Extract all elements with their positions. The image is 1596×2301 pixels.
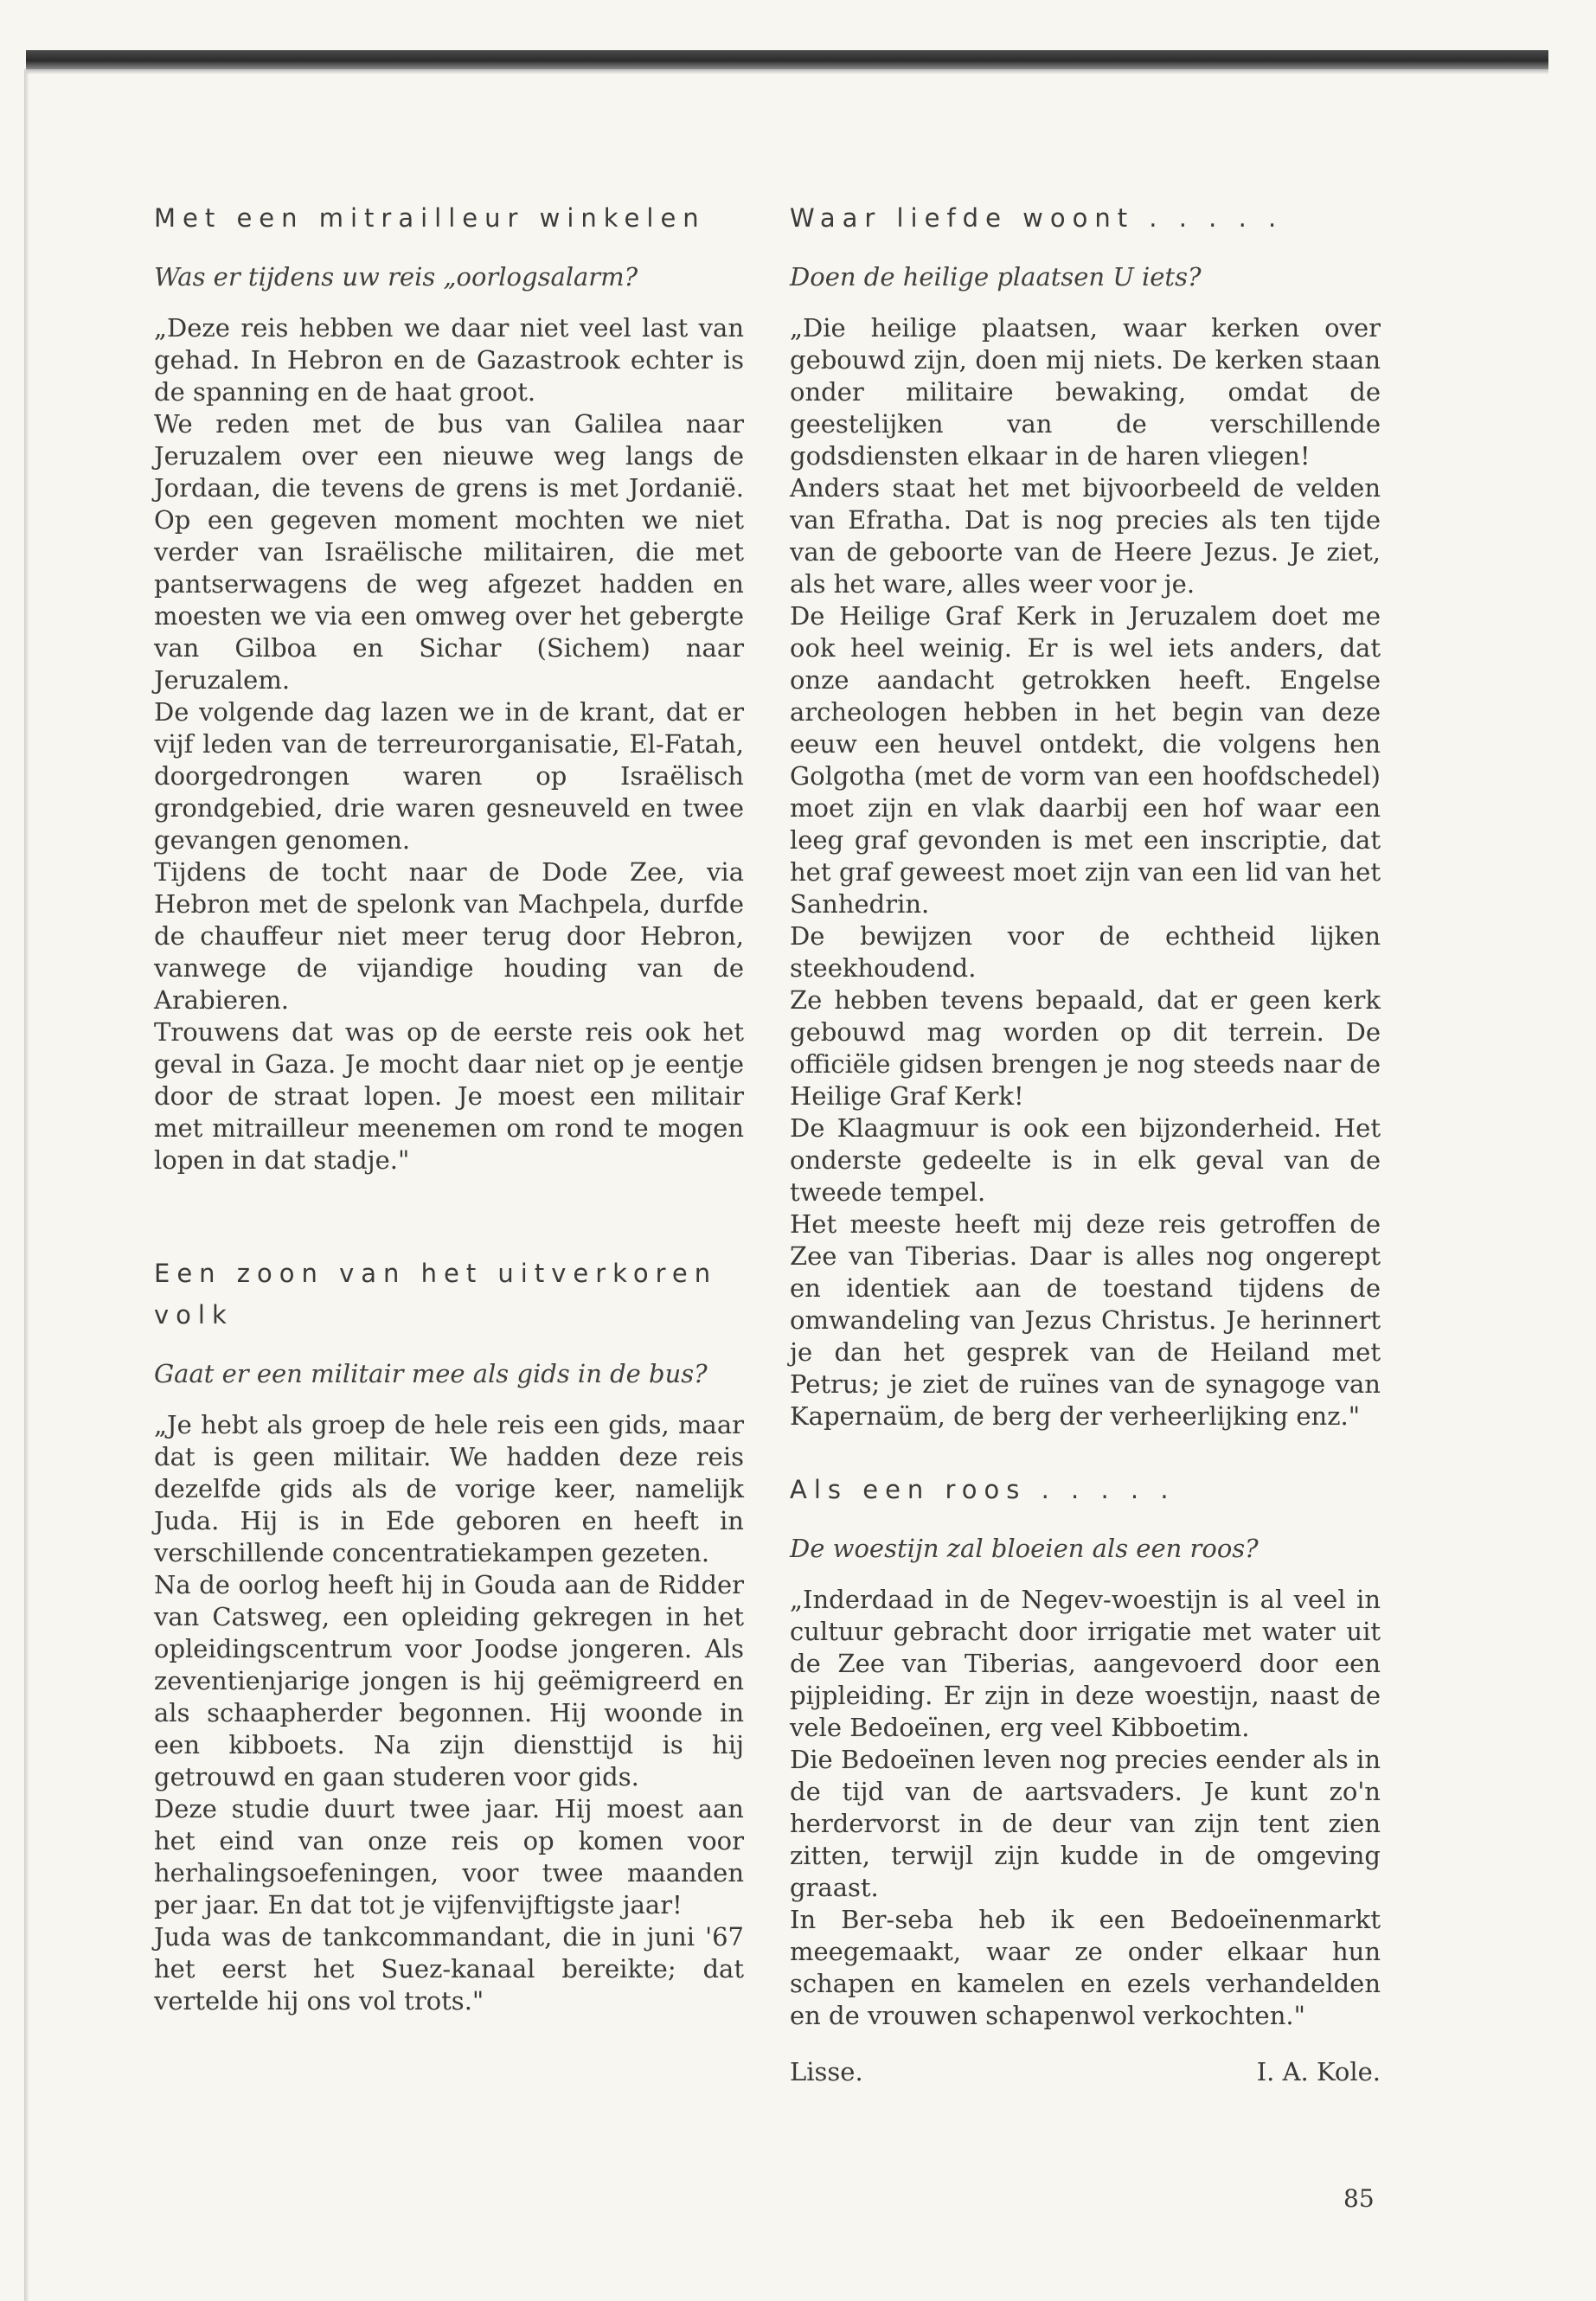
left-column (154, 197, 744, 2017)
top-rule-shadow (26, 69, 1548, 74)
paragraph: We reden met de bus van Galilea naar Jeruzalem over een nieuwe weg langs de Jordaan, die tevens de grens is met Jordanië. Op een gegeven moment mochten we niet verder van Israëlische militairen, die met pantserwagens de weg afgezet hadden en moesten we via een omweg over het gebergte van Gilboa en Sichar (Sichem) naar Jeruzalem. (154, 409, 744, 695)
question-oorlogsalarm: Was er tijdens uw reis „oorlogsalarm? (154, 262, 638, 292)
paragraph: De volgende dag lazen we in de krant, dat er vijf leden van de terreurorganisatie, El-Fatah, doorgedrongen waren op Israëlisch grondgebied, drie waren gesneuveld en twee gevangen genomen. (154, 697, 744, 855)
paragraph: Anders staat het met bijvoorbeeld de velden van Efratha. Dat is nog precies als ten tijde van de geboorte van de Heere Jezus. Je ziet, als het ware, alles weer voor je. (790, 473, 1381, 599)
paragraph: Die Bedoeïnen leven nog precies eender als in de tijd van de aartsvaders. Je kunt zo'n herdervorst in de deur van zijn tent zien zitten, terwijl zijn kudde in de omgeving graast. (790, 1745, 1381, 1902)
question-woestijn: De woestijn zal bloeien als een roos? (790, 1534, 1259, 1563)
left-edge-shadow (24, 69, 29, 2301)
page-number: 85 (1343, 2184, 1375, 2213)
heading-als-een-roos: Als een roos . . . . . (790, 1475, 1176, 1504)
paragraph: Ze hebben tevens bepaald, dat er geen kerk gebouwd mag worden op dit terrein. De officiële gidsen brengen je nog steeds naar de Heilige Graf Kerk! (790, 985, 1381, 1111)
right-column (790, 197, 1381, 2088)
paragraph: „Inderdaad in de Negev-woestijn is al veel in cultuur gebracht door irrigatie met water uit de Zee van Tiberias, aangevoerd door een pijpleiding. Er zijn in deze woestijn, naast de vele Bedoeïnen, erg veel Kibboetim. (790, 1585, 1381, 1742)
paragraph: Na de oorlog heeft hij in Gouda aan de Ridder van Catsweg, een opleiding gekregen in het opleidingscentrum voor Joodse jongeren. Als zeventienjarige jongen is hij geëmigreerd en als schaapherder begonnen. Hij woonde in een kibboets. Na zijn diensttijd is hij getrouwd en gaan studeren voor gids. (154, 1570, 744, 1791)
paragraph: Deze studie duurt twee jaar. Hij moest aan het eind van onze reis op komen voor herhalingsoefeningen, voor twee maanden per jaar. En dat tot je vijfenvijftigste jaar! (154, 1794, 744, 1920)
paragraph: „Die heilige plaatsen, waar kerken over gebouwd zijn, doen mij niets. De kerken staan onder militaire bewaking, omdat de geestelijken van de verschillende godsdiensten elkaar in de haren vliegen! (790, 313, 1381, 471)
paragraph: Het meeste heeft mij deze reis getroffen de Zee van Tiberias. Daar is alles nog ongerept en identiek aan de toestand tijdens de omwandeling van Jezus Christus. Je herinnert je dan het gesprek van de Heiland met Petrus; je ziet de ruïnes van de synagoge van Kapernaüm, de berg der verheerlijking enz." (790, 1209, 1381, 1431)
paragraph: De Heilige Graf Kerk in Jeruzalem doet me ook heel weinig. Er is wel iets anders, dat onze aandacht getrokken heeft. Engelse archeologen hebben in het begin van deze eeuw een heuvel ontdekt, die volgens hen Golgotha (met de vorm van een hoofdschedel) moet zijn en vlak daarbij een hof waar een leeg graf gevonden is met een inscriptie, dat het graf geweest moet zijn van een lid van het Sanhedrin. (790, 601, 1381, 919)
top-rule (26, 50, 1548, 69)
section-gap (154, 1176, 744, 1253)
question-heilige-plaatsen: Doen de heilige plaatsen U iets? (790, 262, 1202, 292)
paragraph: Juda was de tankcommandant, die in juni '67 het eerst het Suez-kanaal bereikte; dat vertelde hij ons vol trots." (154, 1922, 744, 2016)
paragraph: De bewijzen voor de echtheid lijken steekhoudend. (790, 921, 1381, 983)
signature (790, 2056, 1381, 2088)
paragraph: „Deze reis hebben we daar niet veel last van gehad. In Hebron en de Gazastrook echter is de spanning en de haat groot. (154, 313, 744, 407)
heading-met-een-mitrailleur: Met een mitrailleur winkelen (154, 203, 706, 233)
question-militair-gids: Gaat er een militair mee als gids in de bus? (154, 1359, 708, 1388)
section-gap (790, 1433, 1381, 1469)
paragraph: De Klaagmuur is ook een bijzonderheid. Het onderste gedeelte is in elk geval van de tweede tempel. (790, 1113, 1381, 1207)
paragraph: In Ber-seba heb ik een Bedoeïnenmarkt meegemaakt, waar ze onder elkaar hun schapen en kamelen en ezels verhandelden en de vrouwen schapenwol verkochten." (790, 1905, 1381, 2030)
paragraph: „Je hebt als groep de hele reis een gids, maar dat is geen militair. We hadden deze reis dezelfde gids als de vorige keer, namelijk Juda. Hij is in Ede geboren en heeft in verschillende concentratiekampen gezeten. (154, 1410, 744, 1567)
signature-place: Lisse. (790, 2057, 863, 2086)
heading-een-zoon: Een zoon van het uitverkoren volk (154, 1259, 718, 1330)
paragraph: Trouwens dat was op de eerste reis ook het geval in Gaza. Je mocht daar niet op je eentje door de straat lopen. Je moest een militair met mitrailleur meenemen om rond te mogen lopen in dat stadje." (154, 1017, 744, 1175)
signature-author: I. A. Kole. (1256, 2057, 1381, 2086)
paragraph: Tijdens de tocht naar de Dode Zee, via Hebron met de spelonk van Machpela, durfde de chauffeur niet meer terug door Hebron, vanwege de vijandige houding van de Arabieren. (154, 857, 744, 1015)
heading-waar-liefde-woont: Waar liefde woont . . . . . (790, 203, 1284, 233)
